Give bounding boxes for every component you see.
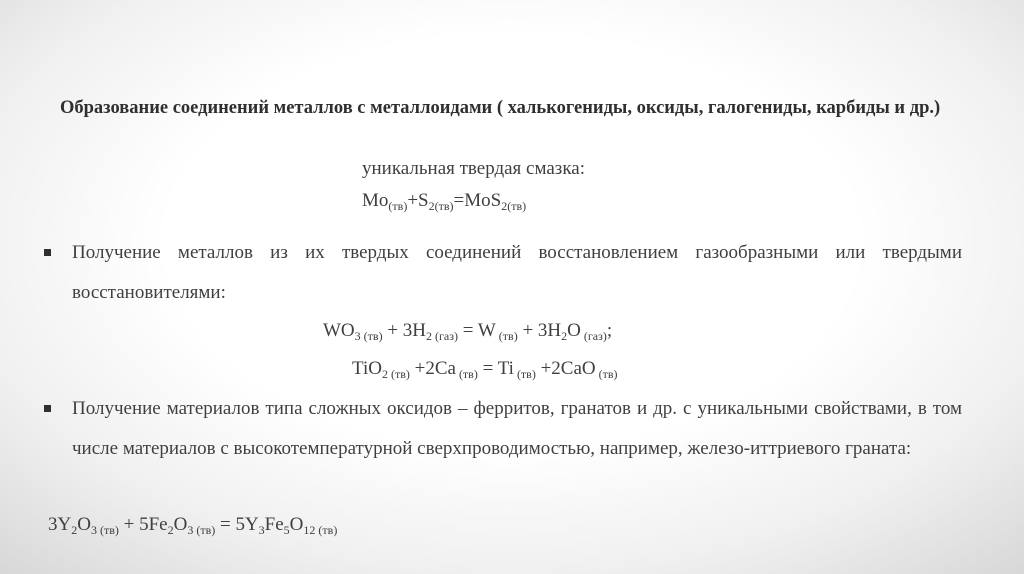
wo3-equation: $WO_{3 (тв)} + 3H_{2 (газ)} = W$ $_{(тв)} + 3H_2O$ $_{(газ)}$; <box>323 320 613 343</box>
subscript: 3 (тв) <box>354 329 383 343</box>
tio2-equation: TiO$_{2 (тв)}$ +2Ca $_{(тв)}$ = Ti $_{(тв)}$ +2CaO $_{(тв)}$ <box>352 358 618 381</box>
subscript: 3 (тв) <box>187 523 216 537</box>
subscript: (тв) <box>513 367 536 381</box>
subscript: 12 (тв) <box>303 523 338 537</box>
subscript: (газ) <box>580 329 607 343</box>
bullet-text-complex-oxides: Получение материалов типа сложных оксидов – ферритов, гранатов и др. с уникальными свойствами, в том числе материалов с высокотемпературной сверхпроводимостью, например, железо-иттриевого граната: <box>72 398 962 459</box>
subscript: 3 (тв) <box>90 523 119 537</box>
subscript: 2 (тв) <box>381 367 410 381</box>
subscript: 2 (газ) <box>426 329 458 343</box>
bullet-marker <box>44 249 51 256</box>
subscript: 3 <box>258 523 265 537</box>
subscript: 2(тв) <box>501 199 527 213</box>
subscript: (тв) <box>495 329 518 343</box>
lubricant-label: уникальная твердая смазка: <box>362 158 585 179</box>
subscript: 2(тв) <box>428 199 454 213</box>
subscript: (тв) <box>388 199 408 213</box>
subscript: (тв) <box>595 367 618 381</box>
mos2-equation: $Mo_{(тв)}+S_{2(тв)}=MoS_{2(тв)}$ <box>362 190 527 213</box>
subscript: 5 <box>283 523 290 537</box>
bullet-text-reduction: Получение металлов из их твердых соединений восстановлением газообразными или твердыми восстановителями: <box>72 242 962 303</box>
subscript: 2 <box>71 523 78 537</box>
bullet-marker <box>44 405 51 412</box>
slide-heading: Образование соединений металлов с металлоидами ( халькогениды, оксиды, галогениды, карбиды и др.) <box>60 98 941 118</box>
subscript: 2 <box>167 523 174 537</box>
garnet-equation: $3Y_2O_{3 (тв)} + 5Fe_2O_{3 (тв)} = 5Y_3Fe_5O_{12 (тв)}$ <box>48 514 338 537</box>
subscript: (тв) <box>455 367 478 381</box>
subscript: 2 <box>561 329 568 343</box>
